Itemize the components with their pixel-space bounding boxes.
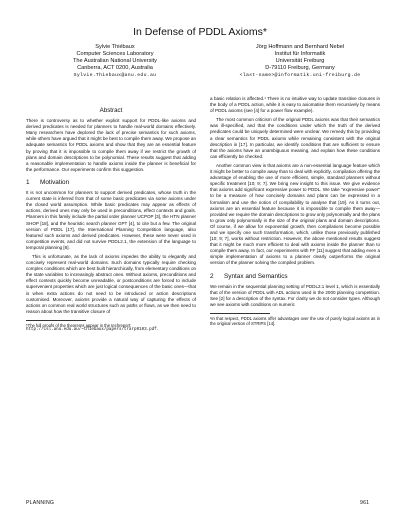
author-name: Sylvie Thiébaux [95,44,135,50]
section-title: Motivation [40,178,70,186]
abstract-text: There is controversy as to whether explicit support for PDDL-like axioms and derived predicates is needed for planners to handle real-world domains effectively. Many researchers have deplored the lack of precise semantics for such axioms, while others have argued that it might be best to compile them away. We propose an adequate semantics for PDDL axioms and show that they are an essential feature by proving that it is impossible to compile them away if we restrict the growth of plans and domain descriptions to be polynomial. These results suggest that adding a reasonable implementation to handle axioms inside the planner is beneficial for the performance. Our experiments confirm this suggestion. [26,118,196,172]
paragraph: This is unfortunate, as the lack of axioms impedes the ability to elegantly and concisely represent real-world domains. Such domains typically require checking complex conditions which are best built hierarchically, from elementary conditions on the state variables to increasingly abstract ones. Without axioms, preconditions and effect contexts quickly become unreadable, or postconditions are forced to include supervenient properties which are just logical consequences of the basic ones—that is when extra actions do not need to be introduced or action descriptions customised. Moreover, axioms provide a natural way of capturing the effects of actions on common real world structures such as paths or flows, as we then need to reason about how the transitive closure of [26,253,196,314]
author-affiliation: Institut für Informatik [274,51,326,57]
abstract-heading: Abstract [99,107,123,114]
paragraph: The most common criticism of the original PDDL axioms was that their semantics was ill-specified, and that the conditions under which the truth of the derived predicates could be uniquely determined were unclear. We remedy this by providing a clear semantics for PDDL axioms while remaining consistent with the original description in [17]. In particular, we identify conditions that are sufficient to ensure that the axioms have an unambiguous meaning, and explain how these conditions can efficiently be checked. [210,117,380,159]
author-affiliation: Canberra, ACT 0200, Australia [77,65,153,71]
page-footer-venue: PLANNING [26,500,55,506]
author-affiliation: The Australian National University [73,58,157,64]
footnote-rule [210,313,270,314]
paragraph: We remain in the sequential planning setting of PDDL2.1 level 1, which is essentially that of the version of PDDL with ADL actions used in the 2000 planning competition. See [2] for a description of the syntax. For clarity we do not consider types. Although we see axioms with conditions on numeric [210,283,380,307]
author-affiliation: D-79110 Freiburg, Germany [265,65,335,71]
footnote-rule [26,320,86,321]
author-name: Jörg Hoffmann and Bernhard Nebel [255,44,345,50]
author-affiliation: Universität Freiburg [275,58,325,64]
section-number: 1 [26,178,30,186]
paper-title: In Defense of PDDL Axioms* [133,26,267,38]
footnote [26,323,196,334]
right-column [210,96,380,327]
footnote: ¹In that respect, PDDL axioms offer advantages over the use of purely logical axioms as in the original version of STRIPS [14]. [210,316,380,327]
author-affiliation: Computer Sciences Laboratory [76,51,154,57]
paragraph: Another common view is that axioms are a non-essential language feature which it might be better to compile away than to deal with explicitly, compilation offering the advantage of enabling the use of more efficient, simple, standard planners without specific treatment [10; 9; 7]. We bring new insight to this issue. We give evidence that axioms add significant expressive power to PDDL. We take "expressive power" to be a measure of how concisely domains and plans can be expressed in a formalism and use the notion of compilability to analyse that [19]. As it turns out, axioms are an essential feature because it is impossible to compile them away—provided we require the domain descriptions to grow only polynomially and the plans to grow only polynomially in the size of the original plans and domain descriptions. Of course, if we allow for exponential growth, then compilations become possible and we specify one such transformation, which, unlike those previously published [10; 9; 7], works without restriction. However, the above mentioned results suggest that it might be much more efficient to deal with axioms inside the planner than to compile them away. In fact, our experiments with FF [11] suggest that adding even a simple implementation of axioms to a planner clearly outperforms the original version of the planner solving the compiled problem. [210,162,380,266]
left-column [26,108,196,334]
footnote-url[interactable]: http://csl.anu.edu.au/~thiebaux/papers/trarp0103.pdf. [26,328,160,333]
page-number: 961 [360,500,370,506]
author-2 [220,44,380,79]
section-number: 2 [210,272,214,280]
paragraph: a basic relation is affected.¹ There is no intuitive way to update transitive closures in the body of a PDDL action, while it is easy to axiomatise them recursively by means of PDDL axioms (see [4] for a power flow example). [210,96,380,114]
author-email: <last-name>@informatik.uni-freiburg.de [239,73,361,78]
section-title: Syntax and Semantics [224,272,288,280]
section-heading [26,180,196,186]
footnote-text: *The full proofs of the theorems appear in the techreport: [26,322,132,328]
paragraph: It is not uncommon for planners to support derived predicates, whose truth in the current state is inferred from that of some basic predicates via some axioms under the closed world assumption. While basic predicates may appear as effects of actions, derived ones may only be used in preconditions, effect contexts and goals. Planners in this family include the partial order planner UCPOP [3], the HTN planner SHOP [18], and the heuristic search planner GPT [4], to cite but a few. The original version of PDDL [17], the International Planning Competition language, also featured such axioms and derived predicates. However, these were never used in competition events, and did not survive PDDL2.1, the extension of the language to temporal planning [8]. [26,190,196,250]
author-1 [40,44,190,79]
author-email: Sylvie.Thiebaux@anu.edu.au [73,73,157,78]
section-heading [210,274,380,280]
